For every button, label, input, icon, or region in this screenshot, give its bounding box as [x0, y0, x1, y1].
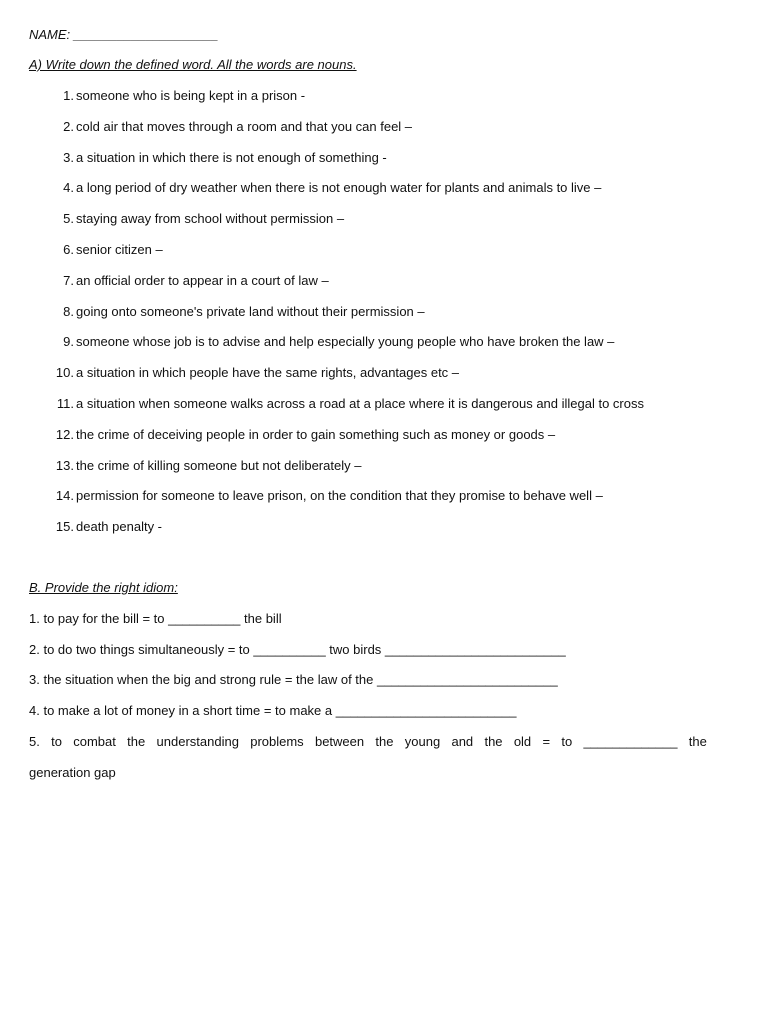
idiom-item-5-word: problems [250, 734, 304, 749]
item-number: 8. [63, 304, 74, 319]
item-number: 7. [63, 273, 74, 288]
definition-item [50, 88, 305, 104]
item-number: 14. [55, 488, 74, 503]
idiom-item-5-word: the [688, 734, 707, 749]
idiom-item-5-word: combat [73, 734, 116, 749]
item-number: 9. [63, 334, 74, 349]
item-text: an official order to appear in a court of law – [76, 273, 329, 288]
item-text: the crime of killing someone but not deliberately – [76, 458, 362, 473]
definition-item [50, 396, 644, 412]
item-text: going onto someone's private land without their permission – [76, 304, 425, 319]
section-b-title: B. Provide the right idiom: [29, 580, 178, 595]
idiom-item-5-word: the [375, 734, 394, 749]
item-text: death penalty - [76, 519, 163, 534]
definition-item [50, 119, 412, 135]
idiom-item-5-word: to [51, 734, 62, 749]
item-number: 6. [63, 242, 74, 257]
item-text: someone who is being kept in a prison - [76, 88, 306, 103]
definition-item [50, 304, 425, 320]
idiom-item-5-word: to [561, 734, 573, 749]
idiom-item-5-continuation: generation gap [29, 765, 116, 780]
definition-item [50, 334, 614, 350]
idiom-item-5-word: = [542, 734, 551, 749]
item-number: 2. [63, 119, 74, 134]
definition-item [50, 519, 162, 535]
item-text: a situation in which there is not enough of something - [76, 150, 387, 165]
idiom-item: 4. to make a lot of money in a short time = to make a _________________________ [29, 703, 517, 718]
idiom-item: 3. the situation when the big and strong rule = the law of the _________________________ [29, 672, 558, 687]
idiom-item-5-word: _____________ [583, 734, 678, 749]
item-text: staying away from school without permission – [76, 211, 345, 226]
idiom-item-5-word: between [314, 734, 365, 749]
item-number: 13. [55, 458, 74, 473]
item-text: permission for someone to leave prison, on the condition that they promise to behave well – [76, 488, 603, 503]
item-text: a long period of dry weather when there is not enough water for plants and animals to live – [76, 180, 602, 195]
item-number: 3. [63, 150, 74, 165]
item-text: someone whose job is to advise and help especially young people who have broken the law – [76, 334, 615, 349]
item-number: 12. [55, 427, 74, 442]
definition-item [50, 273, 329, 289]
name-field-label: NAME: ____________________ [29, 27, 219, 42]
idiom-item-5-word: young [404, 734, 441, 749]
item-number: 10. [55, 365, 74, 380]
item-number: 11. [56, 396, 74, 411]
idiom-item: 1. to pay for the bill = to __________ the bill [29, 611, 282, 626]
item-number: 1. [63, 88, 74, 103]
definition-item [50, 180, 601, 196]
definition-item [50, 242, 163, 258]
idiom-item-5 [29, 734, 707, 750]
idiom-item-5-word: understanding [156, 734, 239, 749]
item-number: 15. [55, 519, 74, 534]
definition-item [50, 427, 555, 443]
definition-item [50, 365, 459, 381]
item-number: 4. [63, 180, 74, 195]
definition-item [50, 458, 361, 474]
idiom-item-5-word: old [513, 734, 532, 749]
item-number: 5. [63, 211, 74, 226]
item-text: cold air that moves through a room and that you can feel – [76, 119, 413, 134]
item-text: the crime of deceiving people in order to gain something such as money or goods – [76, 427, 556, 442]
idiom-item-5-word: the [127, 734, 146, 749]
idiom-item-5-word: the [484, 734, 503, 749]
item-text: senior citizen – [76, 242, 163, 257]
item-text: a situation in which people have the same rights, advantages etc – [76, 365, 460, 380]
item-text: a situation when someone walks across a road at a place where it is dangerous and illegal to cross [76, 396, 644, 411]
idiom-item-5-word: 5. [29, 734, 40, 749]
definition-item [50, 150, 387, 166]
idiom-item: 2. to do two things simultaneously = to __________ two birds _________________________ [29, 642, 566, 657]
section-a-title: A) Write down the defined word. All the words are nouns. [29, 57, 357, 72]
idiom-item-5-word: and [451, 734, 474, 749]
definition-item [50, 211, 344, 227]
definition-item [50, 488, 603, 504]
